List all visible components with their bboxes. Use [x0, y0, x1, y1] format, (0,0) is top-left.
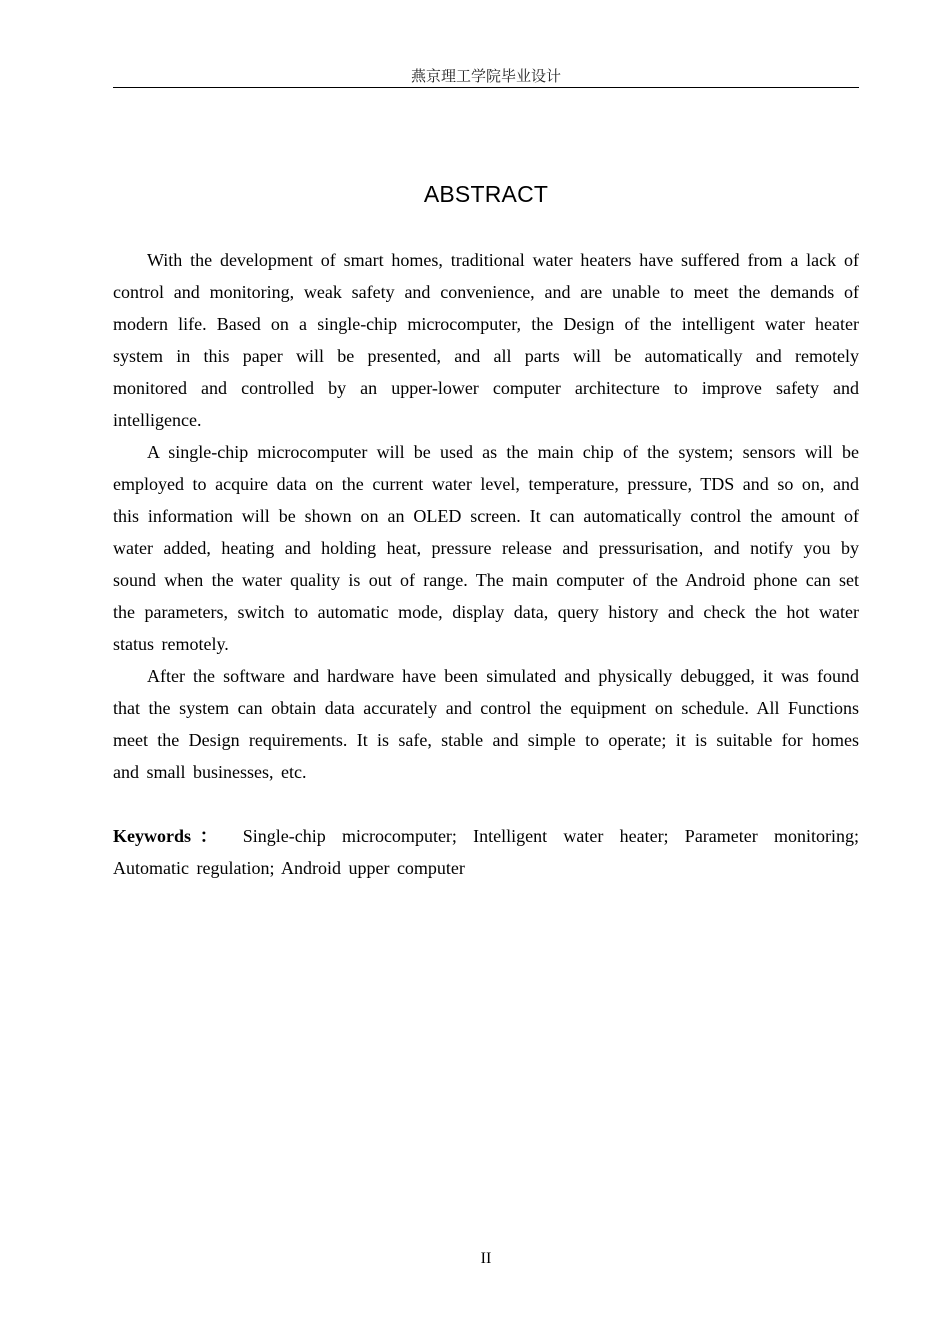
keywords-text: Single-chip microcomputer; Intelligent water heater; Parameter monitoring; Automatic regulation; Android upper computer	[113, 826, 860, 878]
abstract-paragraph-1: With the development of smart homes, traditional water heaters have suffered from a lack of control and monitoring, weak safety and convenience, and are unable to meet the demands of modern life. Based on a single-chip microcomputer, the Design of the intelligent water heater system in this paper will be presented, and all parts will be automatically and remotely monitored and controlled by an upper-lower computer architecture to improve safety and intelligence.	[113, 250, 859, 430]
page-number: II	[480, 1250, 492, 1267]
abstract-body	[113, 244, 859, 884]
keywords-label: Keywords：	[113, 826, 227, 846]
running-header: 燕京理工学院毕业设计	[113, 68, 859, 88]
keywords-line	[113, 820, 859, 884]
abstract-title: ABSTRACT	[423, 181, 549, 207]
abstract-paragraph-2: A single-chip microcomputer will be used as the main chip of the system; sensors will be employed to acquire data on the current water level, temperature, pressure, TDS and so on, and this information will be shown on an OLED screen. It can automatically control the amount of water added, heating and holding heat, pressure release and pressurisation, and notify you by sound when the water quality is out of range. The main computer of the Android phone can set the parameters, switch to automatic mode, display data, query history and check the hot water status remotely.	[113, 442, 859, 654]
abstract-paragraph-3: After the software and hardware have been simulated and physically debugged, it was found that the system can obtain data accurately and control the equipment on schedule. All Functions meet the Design requirements. It is safe, stable and simple to operate; it is suitable for homes and small businesses, etc.	[113, 666, 859, 782]
